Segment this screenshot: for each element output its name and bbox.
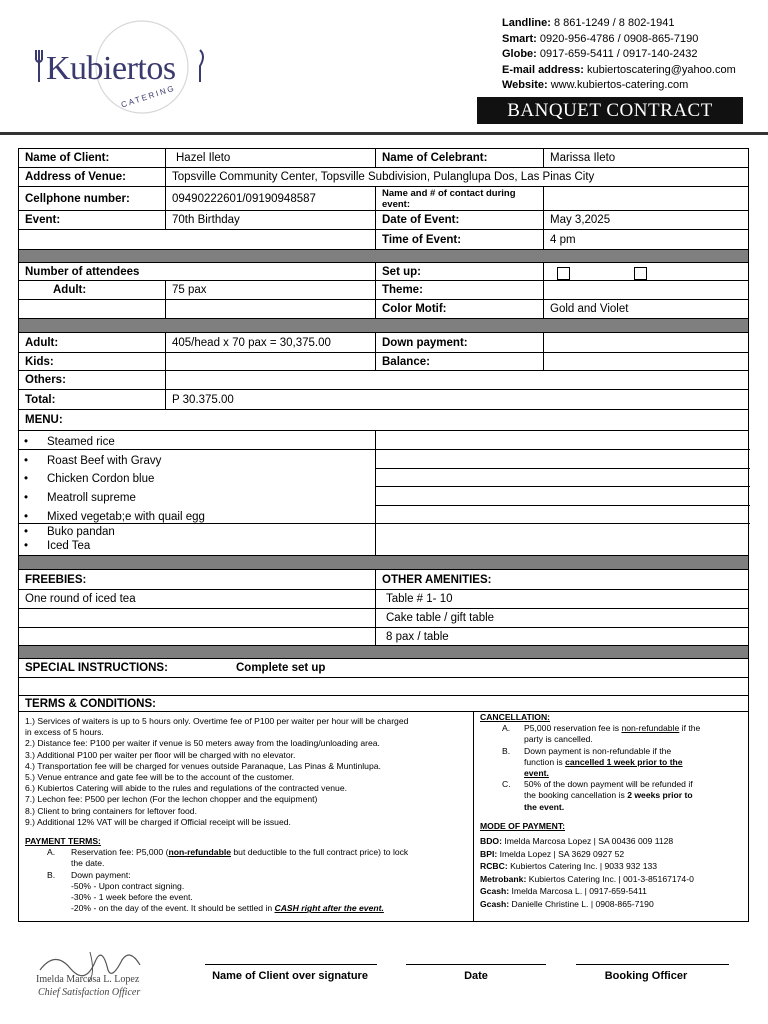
special-value: Complete set up — [236, 662, 326, 674]
row-kids — [19, 353, 748, 371]
others-value[interactable] — [166, 371, 750, 389]
row-freebie-1 — [19, 590, 748, 609]
balance-value[interactable] — [544, 353, 749, 370]
row-special — [19, 659, 748, 678]
menu-label: MENU: — [25, 414, 63, 426]
booking-officer-label: Booking Officer — [604, 970, 688, 982]
row-others — [19, 371, 748, 390]
row-freebie-2 — [19, 609, 748, 628]
menu-item: • Buko pandan — [47, 526, 115, 538]
event-value[interactable]: 70th Birthday — [172, 214, 240, 226]
menu-item: • Chicken Cordon blue — [47, 473, 154, 485]
section-separator — [19, 646, 748, 659]
time-value[interactable]: 4 pm — [550, 233, 576, 246]
theme-value[interactable] — [544, 281, 749, 299]
menu-item: • Roast Beef with Gravy — [47, 455, 161, 467]
motif-value[interactable]: Gold and Violet — [550, 303, 629, 315]
freebie-item: One round of iced tea — [25, 593, 136, 605]
event-contact-label: Name and # of contact during event: — [382, 187, 516, 210]
row-terms-header — [19, 696, 748, 712]
row-special-blank — [19, 678, 748, 696]
setup-label: Set up: — [382, 265, 421, 278]
celebrant-value[interactable]: Marissa Ileto — [550, 152, 616, 164]
menu-item: • Mixed vegetab;e with quail egg — [47, 511, 205, 523]
section-separator — [19, 319, 748, 333]
date-signature-label: Date — [464, 970, 488, 982]
amenity-item: Cake table / gift table — [386, 612, 495, 624]
cancellation-body: CANCELLATION: A. P5,000 reservation fee is non-refundable if the party is cancelled. B. Down payment is non-refundable if the function is cancelled 1 week prior to the event. C. 50% of the down payment will be refunded if the booking cancellation is 2 weeks prior to the event. MODE OF PAYMENT: BDO: Imelda Marcosa Lopez | SA 00436 009 1128 BPI: Imelda Lopez | SA 3629 0927 52 RCBC: Kubiertos Catering Inc. | 9033 932 133 Metrobank: Kubiertos Catering Inc. | 001-3-85167174-0 Gcash: Imelda Marcosa L. | 0917-659-5411 Gcash: Danielle Christine L. | 0908-865-7190 — [480, 712, 701, 909]
row-attendees — [19, 263, 748, 281]
others-label: Others: — [25, 374, 66, 386]
row-total — [19, 390, 748, 410]
amenity-item: Table # 1- 10 — [386, 593, 453, 605]
section-separator — [19, 250, 748, 263]
cellphone-value[interactable]: 09490222601/09190948587 — [172, 192, 316, 205]
menu-items — [19, 431, 748, 556]
row-menu-header — [19, 410, 748, 431]
contact-block: Landline: 8 861-1249 / 8 802-1941 Smart: 0920-956-4786 / 0908-865-7190 Globe: 0917-659-5411 / 0917-140-2432 E-mail address: kubiertoscatering@yahoo.com Website: www.kubiertos-catering.com — [502, 17, 736, 91]
document-title: BANQUET CONTRACT — [477, 97, 743, 124]
cellphone-label: Cellphone number: — [25, 192, 130, 205]
booking-officer-line[interactable] — [576, 964, 729, 965]
freebies-label: FREEBIES: — [25, 573, 87, 586]
billing-adult-value[interactable]: 405/head x 70 pax = 30,375.00 — [172, 336, 331, 349]
down-payment-value[interactable] — [544, 333, 749, 352]
officer-name: Imelda Marcosa L. Lopez — [36, 974, 140, 985]
officer-title: Chief Satisfaction Officer — [38, 987, 141, 998]
event-label: Event: — [25, 214, 61, 226]
total-label: Total: — [25, 393, 56, 406]
amenity-item: 8 pax / table — [386, 630, 449, 643]
row-client — [19, 149, 748, 168]
row-billing-adult — [19, 333, 748, 353]
cancellation-label: CANCELLATION: — [480, 712, 551, 722]
billing-adult-label: Adult: — [25, 336, 59, 349]
client-label: Name of Client: — [25, 152, 110, 164]
setup-checkbox-2[interactable] — [634, 267, 647, 280]
client-value[interactable]: Hazel Ileto — [176, 152, 231, 164]
amenities-label: OTHER AMENITIES: — [382, 573, 492, 586]
payment-terms-label: PAYMENT TERMS: — [25, 836, 101, 847]
date-signature-line[interactable] — [406, 964, 546, 965]
contract-form — [18, 148, 749, 922]
row-venue — [19, 168, 748, 187]
motif-label: Color Motif: — [382, 303, 447, 315]
kids-label: Kids: — [25, 355, 54, 368]
company-logo — [30, 20, 210, 120]
menu-item: • Meatroll supreme — [47, 492, 136, 504]
menu-item: • Iced Tea — [47, 540, 90, 552]
logo-subtitle: CATERING — [119, 83, 177, 110]
adult-count-value[interactable]: 75 pax — [172, 284, 207, 296]
officer-signature — [30, 940, 170, 1000]
logo-wordmark: Kubiertos — [46, 50, 176, 87]
venue-value[interactable]: Topsville Community Center, Topsville Subdivision, Pulanglupa Dos, Las Pinas City — [172, 171, 595, 183]
setup-checkbox-1[interactable] — [557, 267, 570, 280]
time-label: Time of Event: — [382, 233, 462, 246]
menu-item: • Steamed rice — [47, 436, 115, 448]
attendees-label: Number of attendees — [25, 265, 140, 278]
client-signature-line[interactable] — [205, 964, 377, 965]
theme-label: Theme: — [382, 284, 423, 296]
date-label: Date of Event: — [382, 214, 460, 226]
row-adult-count — [19, 281, 748, 300]
row-freebie-3 — [19, 628, 748, 646]
header-divider — [0, 132, 768, 135]
event-contact-value[interactable] — [544, 187, 749, 210]
section-separator — [19, 556, 748, 570]
client-signature-label: Name of Client over signature — [212, 970, 368, 982]
date-value[interactable]: May 3,2025 — [550, 214, 611, 226]
special-label: SPECIAL INSTRUCTIONS: — [25, 662, 168, 674]
row-freebies-header — [19, 570, 748, 590]
adult-count-label: Adult: — [53, 284, 87, 296]
row-cellphone — [19, 187, 748, 211]
terms-body: 1.) Services of waiters is up to 5 hours only. Overtime fee of P100 per waiter per hour will be charged in excess of 5 hours. 2.) Distance fee: P100 per waiter if venue is 50 meters away from the loading/unloading area. 3.) Additional P100 per waiter per floor will be charged with no elevator. 4.) Transportation fee will be charged for venues outside Paranaque, Las Pinas & Muntinlupa. 5.) Venue entrance and gate fee will be to the account of the customer. 6.) Kubiertos Catering will abide to the rules and regulations of the contracted venue. 7.) Lechon fee: P500 per lechon (For the lechon chopper and the equipment) 8.) Client to bring containers for leftover food. 9.) Additional 12% VAT will be charged if Official receipt will be issued. PAYMENT TERMS: A. Reservation fee: P5,000 (non-refundable but deductible to the full contract price) to lock the date. B. Down payment: -50% - Upon contract signing. -30% - 1 week before the event. -20% - on the day of the event. It should be settled in CASH right after the event. — [25, 716, 409, 914]
row-time — [19, 230, 748, 250]
total-value[interactable]: P 30.375.00 — [172, 393, 234, 406]
mode-of-payment-label: MODE OF PAYMENT: — [480, 820, 565, 831]
celebrant-label: Name of Celebrant: — [382, 152, 488, 164]
down-payment-label: Down payment: — [382, 336, 468, 349]
venue-label: Address of Venue: — [25, 171, 126, 183]
balance-label: Balance: — [382, 355, 430, 368]
kids-value[interactable] — [166, 353, 375, 370]
terms-label: TERMS & CONDITIONS: — [25, 697, 156, 710]
row-event — [19, 211, 748, 230]
row-motif — [19, 300, 748, 319]
